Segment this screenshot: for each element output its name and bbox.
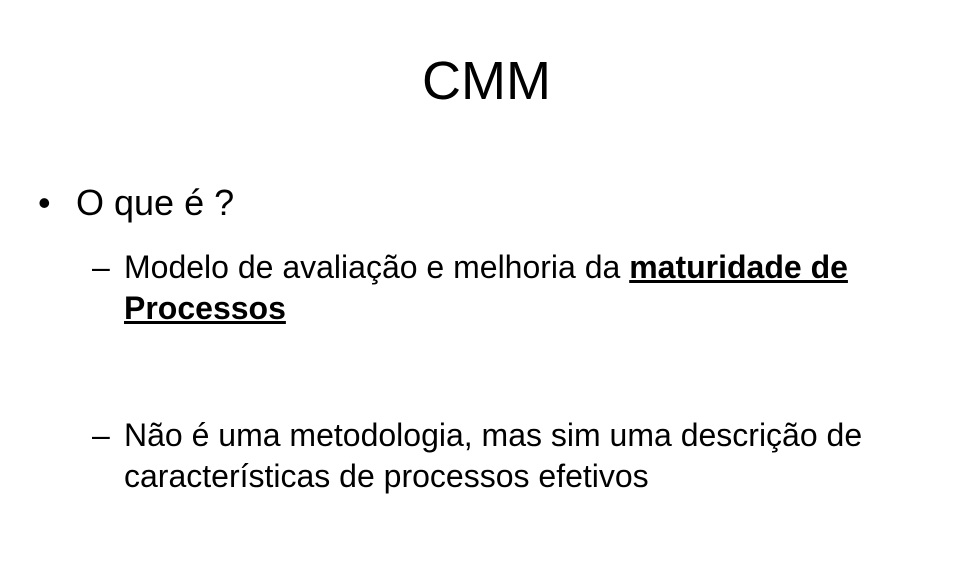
dash-icon: – <box>92 249 110 285</box>
sub-item <box>92 247 967 329</box>
bullet-item <box>38 180 234 226</box>
sub-item-text <box>92 247 967 329</box>
bullet-text: O que é ? <box>76 182 235 223</box>
dash-icon: – <box>92 417 110 453</box>
sub-item <box>92 415 967 497</box>
slide-title: CMM <box>422 51 551 111</box>
sub-item-plain-text: Modelo de avaliação e melhoria da <box>124 249 630 285</box>
bullet-icon: • <box>38 182 51 223</box>
sub-item-text: Não é uma metodologia, mas sim uma descrição de características de processos efetivos <box>124 417 863 494</box>
emphasized-text: maturidade de Processos <box>124 249 848 326</box>
